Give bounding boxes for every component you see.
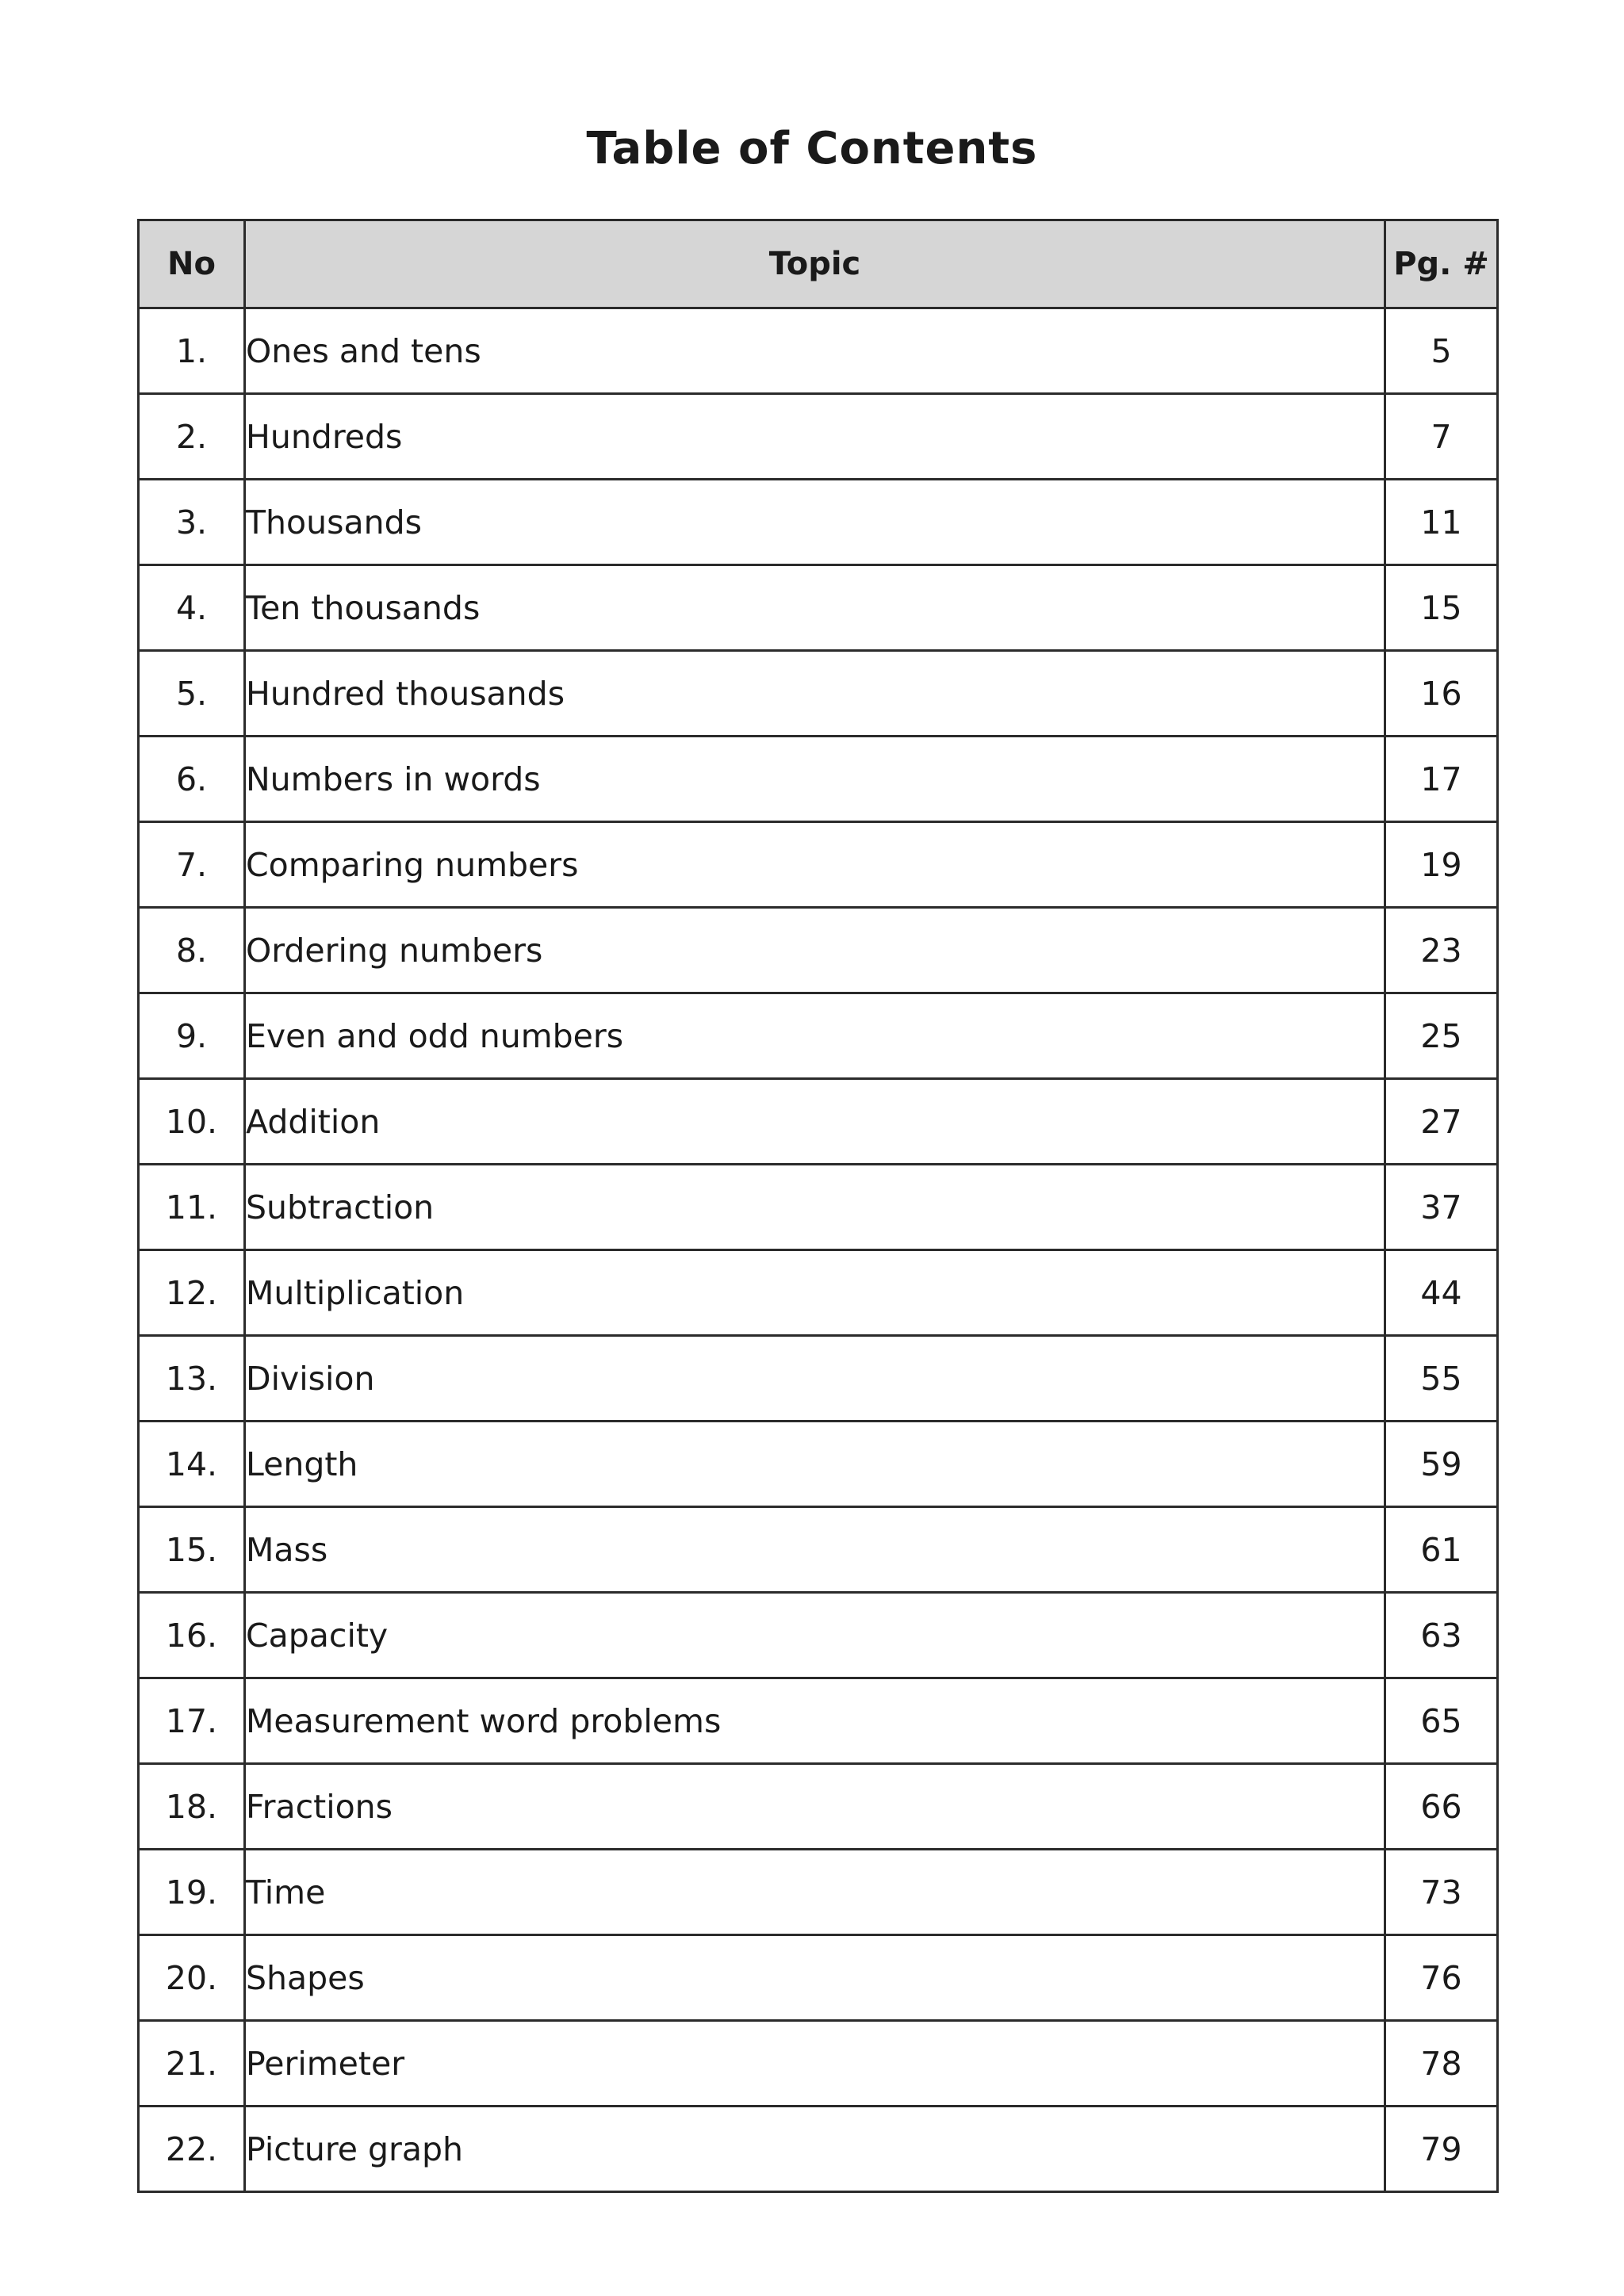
row-topic: Length (245, 1422, 1385, 1507)
row-number: 6. (139, 737, 245, 822)
row-number: 9. (139, 993, 245, 1079)
row-number: 13. (139, 1336, 245, 1422)
row-number: 5. (139, 651, 245, 737)
table-header-row (139, 220, 1498, 308)
row-number: 17. (139, 1678, 245, 1764)
row-topic: Time (245, 1850, 1385, 1935)
row-number: 10. (139, 1079, 245, 1165)
row-page: 44 (1385, 1250, 1498, 1336)
row-page: 61 (1385, 1507, 1498, 1593)
row-number: 7. (139, 822, 245, 908)
row-topic: Even and odd numbers (245, 993, 1385, 1079)
table-row (139, 993, 1498, 1079)
table-row (139, 308, 1498, 394)
row-page: 15 (1385, 565, 1498, 651)
table-row (139, 1250, 1498, 1336)
row-topic: Thousands (245, 480, 1385, 565)
table-row (139, 1678, 1498, 1764)
row-topic: Division (245, 1336, 1385, 1422)
table-row (139, 1336, 1498, 1422)
header-topic: Topic (245, 220, 1385, 308)
row-page: 63 (1385, 1593, 1498, 1678)
row-page: 66 (1385, 1764, 1498, 1850)
header-no: No (139, 220, 245, 308)
table-row (139, 737, 1498, 822)
row-page: 76 (1385, 1935, 1498, 2021)
row-page: 73 (1385, 1850, 1498, 1935)
row-page: 7 (1385, 394, 1498, 480)
row-topic: Capacity (245, 1593, 1385, 1678)
page-title: Table of Contents (586, 123, 1038, 174)
table-of-contents (137, 219, 1499, 2193)
table-row (139, 394, 1498, 480)
row-page: 11 (1385, 480, 1498, 565)
row-page: 27 (1385, 1079, 1498, 1165)
row-number: 22. (139, 2107, 245, 2192)
header-page: Pg. # (1385, 220, 1498, 308)
row-number: 8. (139, 908, 245, 993)
table-row (139, 1593, 1498, 1678)
row-topic: Ten thousands (245, 565, 1385, 651)
table-row (139, 2021, 1498, 2107)
table-row (139, 1764, 1498, 1850)
table-row (139, 480, 1498, 565)
row-page: 16 (1385, 651, 1498, 737)
row-topic: Ones and tens (245, 308, 1385, 394)
table-row (139, 1422, 1498, 1507)
row-page: 23 (1385, 908, 1498, 993)
row-page: 37 (1385, 1165, 1498, 1250)
row-number: 14. (139, 1422, 245, 1507)
table-row (139, 2107, 1498, 2192)
row-number: 12. (139, 1250, 245, 1336)
row-topic: Measurement word problems (245, 1678, 1385, 1764)
row-page: 25 (1385, 993, 1498, 1079)
table-row (139, 651, 1498, 737)
row-number: 3. (139, 480, 245, 565)
row-page: 19 (1385, 822, 1498, 908)
row-number: 16. (139, 1593, 245, 1678)
row-topic: Multiplication (245, 1250, 1385, 1336)
row-page: 79 (1385, 2107, 1498, 2192)
row-page: 59 (1385, 1422, 1498, 1507)
row-page: 17 (1385, 737, 1498, 822)
row-number: 19. (139, 1850, 245, 1935)
row-number: 1. (139, 308, 245, 394)
row-topic: Numbers in words (245, 737, 1385, 822)
table-row (139, 1507, 1498, 1593)
row-number: 11. (139, 1165, 245, 1250)
row-topic: Mass (245, 1507, 1385, 1593)
row-topic: Perimeter (245, 2021, 1385, 2107)
row-topic: Hundred thousands (245, 651, 1385, 737)
row-topic: Shapes (245, 1935, 1385, 2021)
table-row (139, 565, 1498, 651)
row-topic: Ordering numbers (245, 908, 1385, 993)
row-page: 55 (1385, 1336, 1498, 1422)
row-number: 20. (139, 1935, 245, 2021)
row-topic: Subtraction (245, 1165, 1385, 1250)
row-number: 18. (139, 1764, 245, 1850)
table-row (139, 908, 1498, 993)
table-row (139, 822, 1498, 908)
table-row (139, 1935, 1498, 2021)
row-number: 4. (139, 565, 245, 651)
row-page: 5 (1385, 308, 1498, 394)
table-row (139, 1165, 1498, 1250)
row-page: 78 (1385, 2021, 1498, 2107)
row-topic: Addition (245, 1079, 1385, 1165)
row-number: 2. (139, 394, 245, 480)
row-topic: Hundreds (245, 394, 1385, 480)
row-number: 15. (139, 1507, 245, 1593)
row-topic: Comparing numbers (245, 822, 1385, 908)
row-topic: Picture graph (245, 2107, 1385, 2192)
row-page: 65 (1385, 1678, 1498, 1764)
table-row (139, 1079, 1498, 1165)
row-number: 21. (139, 2021, 245, 2107)
table-row (139, 1850, 1498, 1935)
row-topic: Fractions (245, 1764, 1385, 1850)
